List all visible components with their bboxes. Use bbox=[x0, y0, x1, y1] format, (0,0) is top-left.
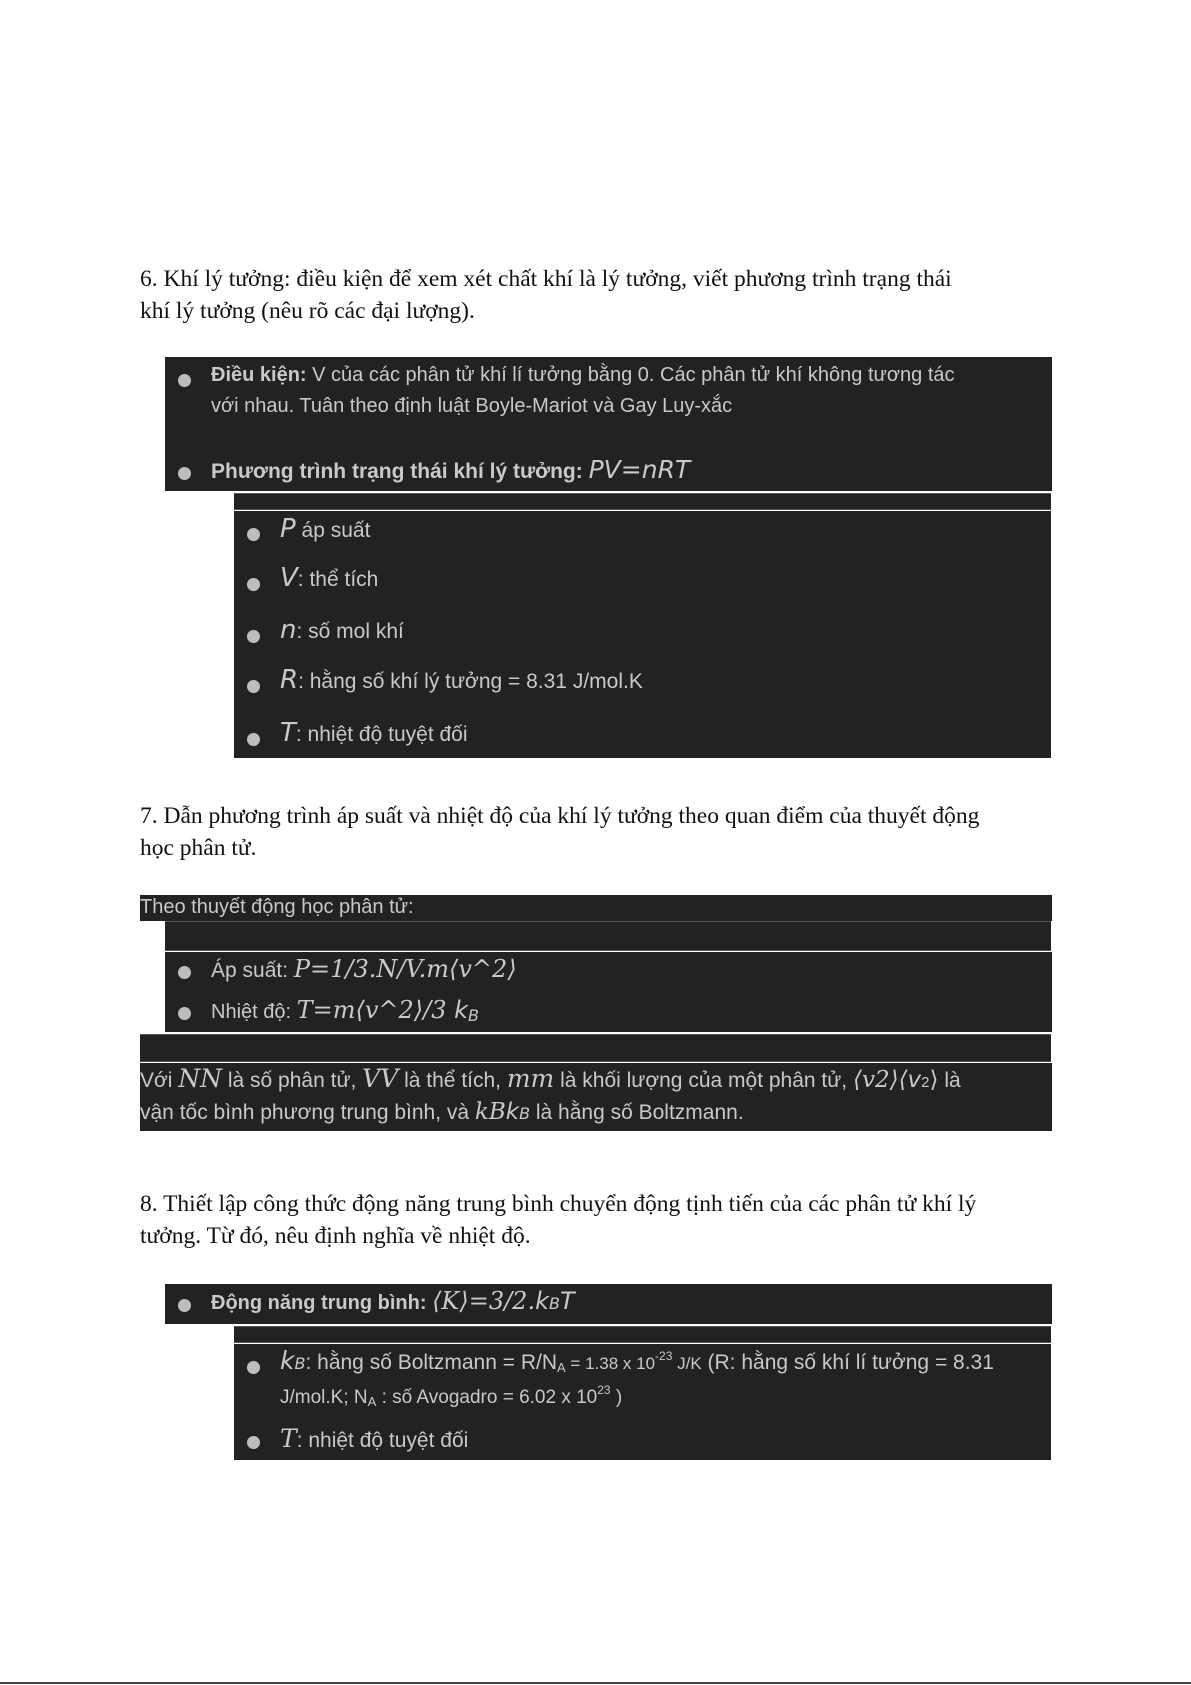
q7-note-text: là số phân tử, bbox=[222, 1069, 363, 1092]
q6-var-symbol: P bbox=[280, 514, 296, 544]
q6-condition-line-1 bbox=[211, 364, 955, 387]
q7-note-text: Với bbox=[140, 1069, 179, 1092]
q6-var-symbol: T bbox=[280, 718, 296, 748]
q6-var-desc: : hằng số khí lý tưởng = 8.31 J/mol.K bbox=[298, 670, 643, 693]
bullet-icon bbox=[178, 966, 191, 979]
q6-var-gas-constant bbox=[280, 665, 643, 695]
q8-kb-text: ) bbox=[610, 1387, 623, 1408]
q8-kb-line-2 bbox=[280, 1383, 622, 1409]
q8-kb-text: : hằng số Boltzmann = R/N bbox=[305, 1351, 558, 1374]
q7-note-line-1 bbox=[140, 1064, 961, 1093]
bullet-icon bbox=[247, 680, 260, 693]
q7-temperature-equation: T=m⟨v^2⟩/3 bbox=[296, 996, 455, 1024]
q7-symbol-v2-alt: ⟨v bbox=[898, 1067, 922, 1093]
q6-equation-label: Phương trình trạng thái khí lý tưởng: bbox=[211, 460, 589, 483]
q6-condition-line-2: với nhau. Tuân theo định luật Boyle-Mariot và Gay Luy-xắc bbox=[211, 395, 733, 417]
q7-symbol-v2-close: ⟩ bbox=[929, 1066, 939, 1092]
q8-kb-na: A bbox=[367, 1394, 377, 1409]
q7-pressure-equation: P=1/3.N/V.m⟨v^2⟩ bbox=[293, 955, 517, 983]
question-6-line-2: khí lý tưởng (nêu rõ các đại lượng). bbox=[140, 298, 475, 324]
q8-kb-symbol: k bbox=[535, 1287, 549, 1315]
q8-kb-b: B bbox=[294, 1354, 306, 1373]
q7-temperature-label: Nhiệt độ: bbox=[211, 1001, 297, 1023]
q8-kb-unit: J/K bbox=[672, 1354, 702, 1373]
divider-strip bbox=[234, 1326, 1051, 1343]
q6-var-temperature bbox=[280, 718, 468, 748]
q7-kb-subscript: B bbox=[468, 1006, 480, 1025]
divider-strip bbox=[140, 1034, 1051, 1062]
q7-symbol-kb-alt: k bbox=[505, 1099, 520, 1125]
q6-var-desc: áp suất bbox=[295, 519, 371, 542]
q6-equation-line bbox=[211, 455, 690, 484]
q6-condition-text-1: V của các phân tử khí lí tưởng bằng 0. Các phân tử khí không tương tác bbox=[306, 364, 955, 386]
q8-kb-paren: (R: hằng số khí lí tưởng = 8.31 bbox=[701, 1351, 994, 1374]
bullet-icon bbox=[247, 1436, 260, 1449]
divider-strip bbox=[234, 493, 1051, 510]
question-6-line-1: 6. Khí lý tưởng: điều kiện để xem xét chất khí là lý tưởng, viết phương trình trạng thái bbox=[140, 266, 952, 292]
q7-note-text: là hằng số Boltzmann. bbox=[530, 1101, 744, 1124]
q6-var-symbol: R bbox=[280, 665, 299, 695]
q8-kb-exponent: 23 bbox=[597, 1383, 611, 1397]
bullet-icon bbox=[247, 630, 260, 643]
q7-symbol-kb: kB bbox=[474, 1099, 506, 1125]
q6-var-symbol: n bbox=[280, 615, 297, 645]
q8-kb-k: k bbox=[280, 1346, 295, 1375]
q8-t-symbol: T bbox=[559, 1287, 575, 1315]
q7-pressure-line bbox=[211, 955, 517, 983]
q7-kb-symbol: k bbox=[454, 996, 469, 1024]
q8-kinetic-label: Động năng trung bình: bbox=[211, 1292, 433, 1314]
q8-kinetic-line bbox=[211, 1287, 575, 1315]
q8-kb-exponent: -23 bbox=[655, 1349, 673, 1363]
q7-note-line-2 bbox=[140, 1099, 744, 1125]
bullet-icon bbox=[178, 1007, 191, 1020]
q8-t-desc: : nhiệt độ tuyệt đối bbox=[296, 1429, 469, 1452]
q7-note-text: là thể tích, bbox=[398, 1069, 507, 1092]
q8-kb-na: A bbox=[557, 1360, 566, 1375]
bullet-icon bbox=[247, 528, 260, 541]
page-bottom-edge bbox=[0, 1682, 1191, 1684]
q6-var-moles bbox=[280, 615, 404, 645]
q7-note-text: là bbox=[938, 1069, 961, 1092]
bullet-icon bbox=[178, 374, 191, 387]
bullet-icon bbox=[247, 733, 260, 746]
q7-symbol-n: NN bbox=[178, 1064, 223, 1093]
question-7-line-1: 7. Dẫn phương trình áp suất và nhiệt độ của khí lý tưởng theo quan điểm của thuyết động bbox=[140, 803, 980, 829]
q8-kb-text: J/mol.K; N bbox=[280, 1387, 368, 1408]
q7-symbol-kb-sub: B bbox=[519, 1104, 531, 1123]
q8-kb-subscript: B bbox=[549, 1294, 560, 1313]
q8-kinetic-equation: ⟨K⟩=3/2. bbox=[432, 1287, 536, 1315]
q8-kb-value: = 1.38 x 10 bbox=[565, 1354, 656, 1373]
question-8-line-1: 8. Thiết lập công thức động năng trung bình chuyển động tịnh tiến của các phân tử khí lý bbox=[140, 1191, 977, 1217]
q7-temperature-line bbox=[211, 996, 479, 1025]
q7-note-text: vận tốc bình phương trung bình, và bbox=[140, 1101, 475, 1124]
q8-kb-text: : số Avogadro = 6.02 x 10 bbox=[376, 1387, 598, 1408]
q6-equation: PV=nRT bbox=[588, 455, 691, 484]
q7-intro: Theo thuyết động học phân tử: bbox=[140, 896, 414, 918]
bullet-icon bbox=[247, 578, 260, 591]
bullet-icon bbox=[247, 1361, 260, 1374]
q7-note-text: là khối lượng của một phân tử, bbox=[554, 1069, 853, 1092]
divider-strip bbox=[165, 921, 1051, 951]
q6-condition-label: Điều kiện: bbox=[211, 364, 307, 386]
q7-symbol-v2: ⟨v2⟩ bbox=[852, 1067, 899, 1093]
q6-var-desc: : số mol khí bbox=[296, 620, 404, 643]
question-7-line-2: học phân tử. bbox=[140, 835, 257, 861]
bullet-icon bbox=[178, 467, 191, 480]
q6-var-desc: : nhiệt độ tuyệt đối bbox=[295, 723, 468, 746]
q7-symbol-v: VV bbox=[362, 1064, 399, 1093]
q8-t-symbol: T bbox=[280, 1424, 297, 1453]
q6-var-desc: : thể tích bbox=[297, 568, 379, 591]
question-8-line-2: tưởng. Từ đó, nêu định nghĩa về nhiệt độ. bbox=[140, 1223, 531, 1249]
q6-var-symbol: V bbox=[280, 563, 298, 593]
q8-kb-line-1 bbox=[280, 1346, 994, 1375]
q6-var-pressure bbox=[280, 514, 370, 544]
q7-symbol-v2-exp: 2 bbox=[921, 1074, 930, 1091]
q7-symbol-m: mm bbox=[506, 1064, 555, 1093]
bullet-icon bbox=[178, 1299, 191, 1312]
q7-pressure-label: Áp suất: bbox=[211, 959, 294, 982]
q8-temperature-line bbox=[280, 1424, 468, 1453]
q6-var-volume bbox=[280, 563, 378, 593]
